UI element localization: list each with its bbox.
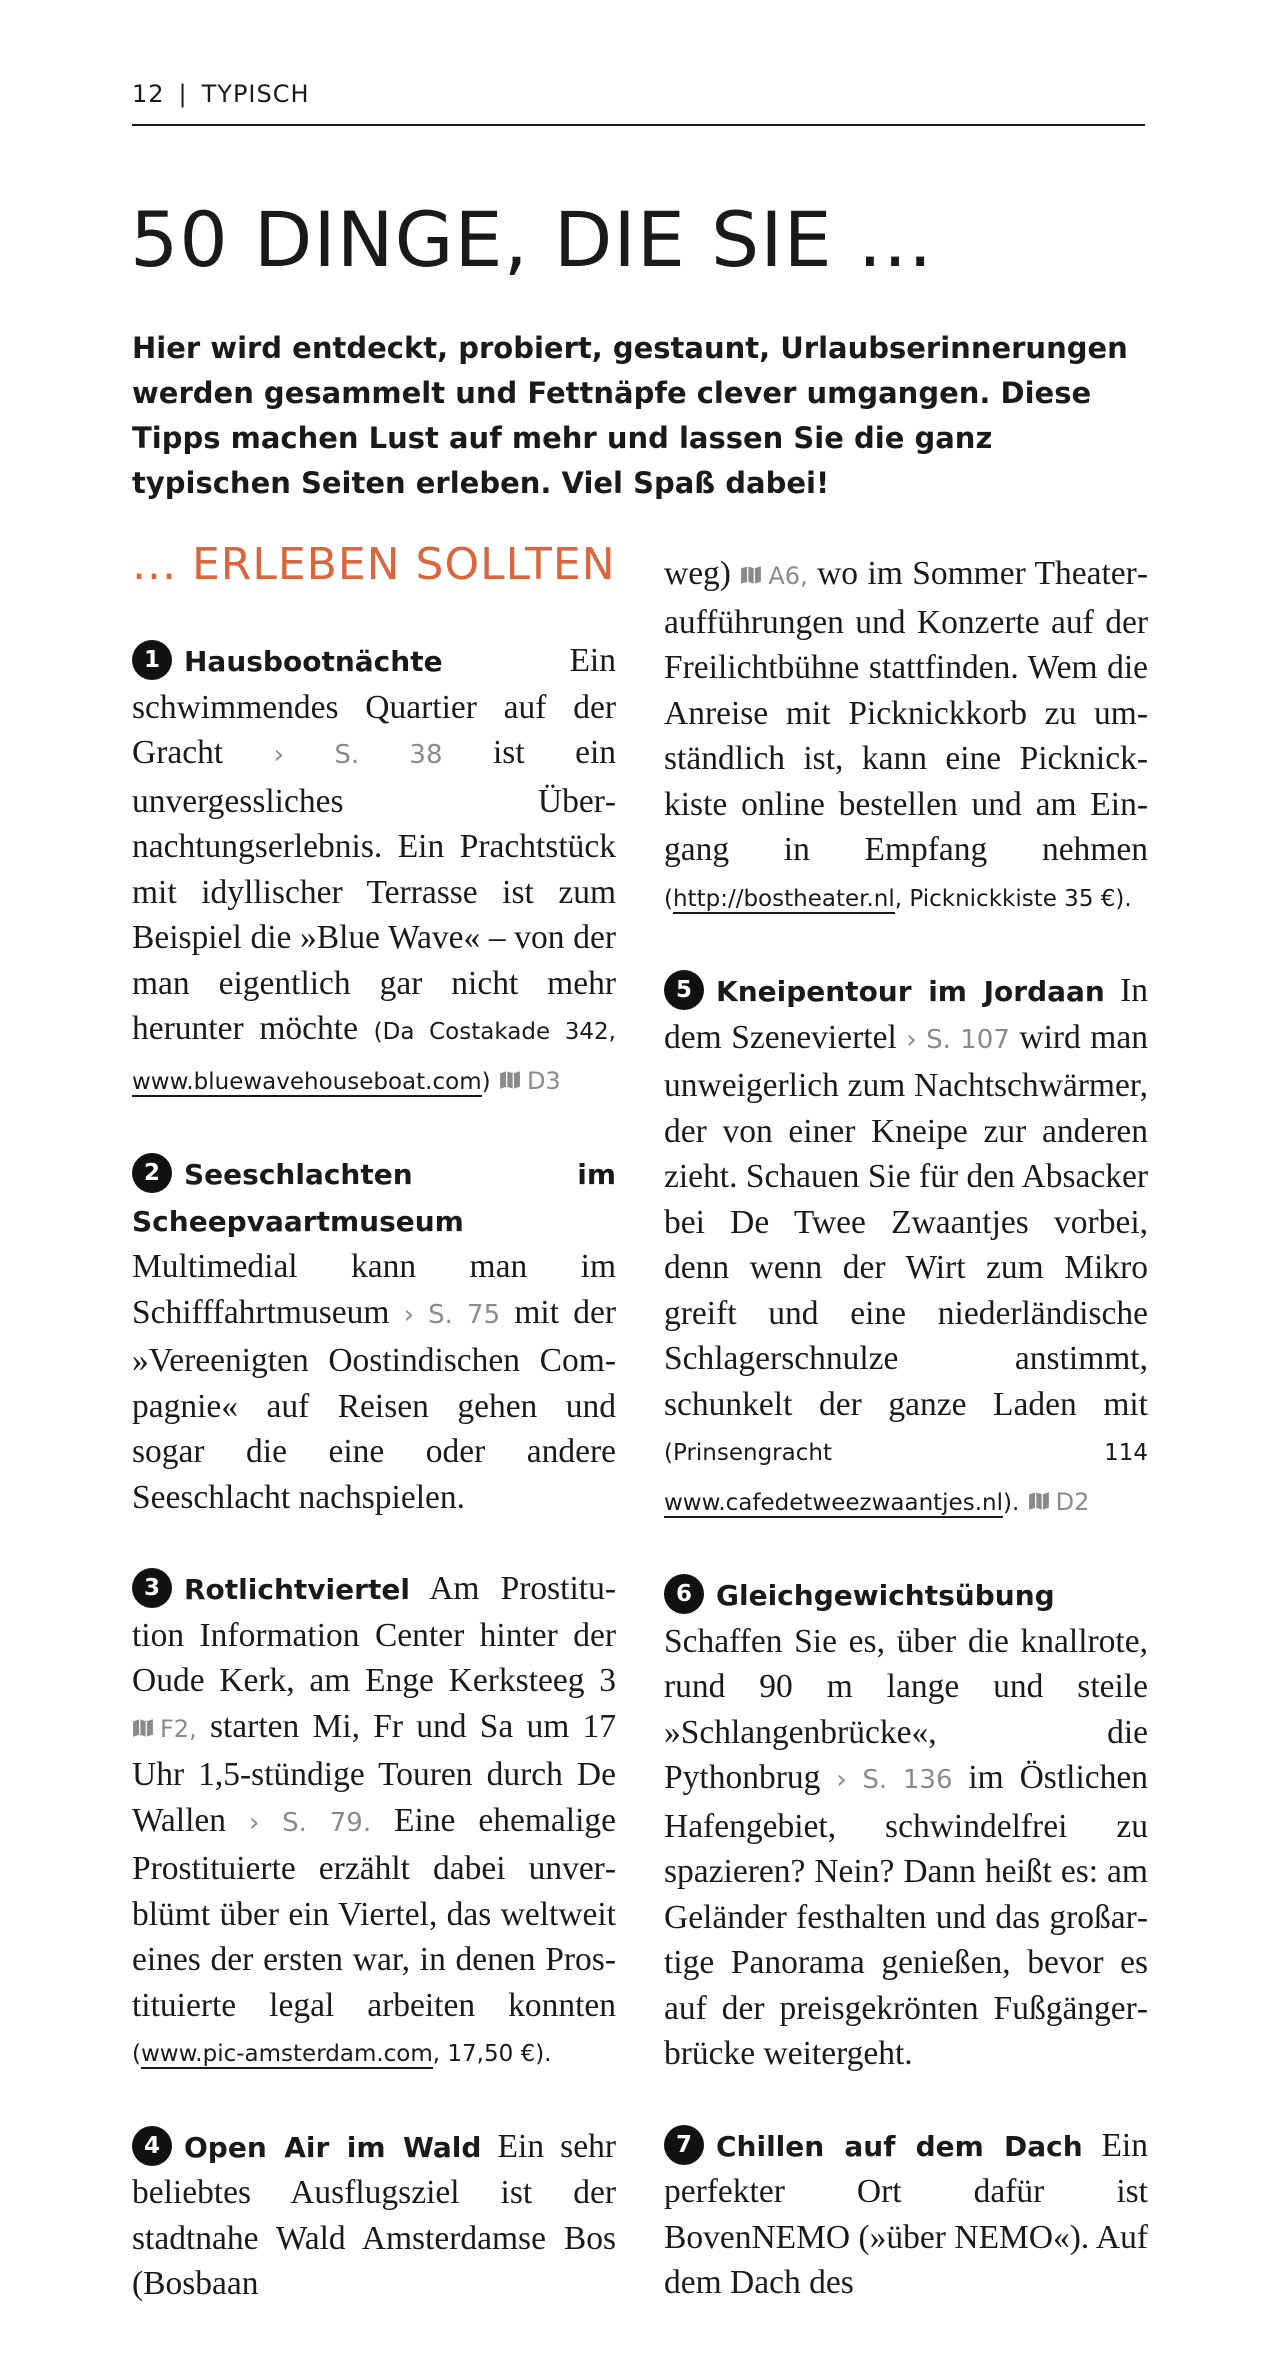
map-code: D3 — [526, 1066, 561, 1095]
map-icon — [1028, 1490, 1050, 1512]
item-text: wird man unweigerlich zum Nachtschwärmer, der von einer Kneipe zur anderen zieht. Schauen Sie für den Absacker bei De Twee Zwaantjes vorbei, denn wenn der Wirt zum Mikro greift und eine niederländische Schlagerschnulze anstimmt, schunkelt der ganze Laden mit — [664, 1018, 1148, 1423]
list-item-6 — [664, 1572, 1148, 2077]
info-text: ( — [664, 885, 673, 912]
item-text: mit der »Vereenigten Oostindischen Compagnie« auf Reisen gehen und sogar die eine oder andere Seeschlacht nachspielen. — [132, 1293, 616, 1516]
item-text: im Östlichen Hafengebiet, schwindelfrei zu spazieren? Nein? Dann heißt es: am Geländer festhalten und das großartige Panorama genießen, bevor es auf der preisgekrönten Fußgängerbrücke weitergeht. — [664, 1759, 1148, 2072]
info-text: (Prinsengracht 114 — [664, 1440, 1148, 1466]
map-code: D2 — [1055, 1487, 1090, 1516]
item-number-badge: 2 — [132, 1153, 172, 1193]
list-item-5 — [664, 968, 1148, 1526]
item-text: Schaffen Sie es, über die knallrote, rund 90 m lange und steile »Schlangenbrücke«, die Pythonbrug — [664, 1622, 1148, 1796]
right-column — [664, 551, 1148, 2352]
info-text: ( — [132, 2041, 141, 2067]
page-header — [132, 80, 1145, 126]
item-info — [664, 886, 1132, 914]
page-reference: › S. 79. — [248, 1807, 372, 1838]
website-link[interactable]: www.cafedetweezwaantjes.nl — [664, 1489, 1003, 1516]
page-reference: › S. 136 — [836, 1765, 953, 1795]
intro-paragraph: Hier wird entdeckt, probiert, gestaunt, Urlaubserinnerungen werden gesammelt und Fettnäpfe clever umgangen. Diese Tipps machen Lust auf mehr und lassen Sie die ganz typischen Seiten erleben. Viel Spaß dabei! — [132, 331, 1128, 500]
list-item-4 — [132, 2124, 616, 2307]
map-icon — [499, 1069, 521, 1091]
map-icon — [132, 1717, 154, 1739]
item-title: Seeschlachten im Scheepvaartmuseum — [132, 1158, 616, 1238]
item-text: wo im Sommer Theateraufführungen und Konzerte auf der Freilichtbühne stattfinden. Wem die Anreise mit Picknickkorb zu umständlich ist, kann eine Picknickkiste online bestellen und am Eingang in Empfang nehmen — [664, 555, 1148, 868]
map-reference — [740, 562, 807, 590]
item-text: In dem Szeneviertel — [664, 972, 1148, 1056]
section-heading: ... ERLEBEN SOLLTEN — [132, 539, 616, 590]
item-title: Open Air im Wald — [184, 2130, 482, 2164]
page-title: 50 DINGE, DIE SIE ... — [130, 195, 934, 284]
item-text: Eine ehemalige Prostituierte erzählt dabei unverblümt über ein Viertel, das weltweit eines der ersten war, in denen Prostituierte legal arbeiten konnten — [132, 1801, 616, 2024]
item-text: ist ein unvergessliches Übernachtungserlebnis. Ein Prachtstück mit idyllischer Terrasse ist zum Beispiel die »Blue Wave« – von der man eigentlich gar nicht mehr herunter möchte — [132, 734, 617, 1047]
item-text: weg) — [664, 555, 741, 592]
item-number-badge: 7 — [664, 2125, 704, 2165]
website-link[interactable]: www.pic-amsterdam.com — [140, 2041, 433, 2067]
map-reference — [132, 1715, 197, 1743]
website-link[interactable]: www.bluewavehouseboat.com — [132, 1068, 482, 1095]
list-item-7 — [664, 2123, 1148, 2306]
map-code: A6, — [768, 562, 808, 590]
info-text: ). — [1002, 1489, 1020, 1516]
item-number-badge: 6 — [664, 1574, 704, 1614]
item-number-badge: 4 — [132, 2126, 172, 2166]
item-title: Chillen auf dem Dach — [716, 2129, 1083, 2163]
list-item-3 — [132, 1566, 616, 2078]
item-text: Am Prostitution Information Center hinter der Oude Kerk, am Enge Kerksteeg 3 — [132, 1570, 616, 1699]
item-text: Ein schwimmendes Quartier auf der Gracht — [132, 642, 616, 771]
left-column — [132, 540, 616, 2353]
item-number-badge: 5 — [664, 970, 704, 1010]
item-number-badge: 1 — [132, 640, 172, 680]
page-reference: › S. 75 — [403, 1299, 501, 1330]
map-reference — [1028, 1488, 1090, 1516]
item-text: starten Mi, Fr und Sa um 17 Uhr 1,5-stündige Touren durch De Wallen — [132, 1707, 616, 1839]
item-title: Rotlichtviertel — [184, 1573, 410, 1606]
website-link[interactable]: http://bostheater.nl — [672, 885, 895, 912]
list-item-2 — [132, 1151, 616, 1520]
info-text: , Picknickkiste 35 €). — [894, 885, 1132, 912]
item-number-badge: 3 — [132, 1568, 172, 1608]
info-text: (Da Costakade 342, — [373, 1019, 616, 1045]
info-text: , 17,50 €). — [432, 2041, 552, 2067]
item-title: Kneipentour im Jordaan — [716, 975, 1105, 1008]
item-title: Hausbootnächte — [184, 645, 443, 678]
list-item-4-continued — [664, 551, 1148, 922]
info-text: ) — [481, 1068, 491, 1095]
page-reference: › S. 38 — [273, 740, 443, 770]
list-item-1 — [132, 638, 616, 1105]
map-code: F2, — [160, 1714, 197, 1743]
item-text: Ein sehr beliebtes Ausflugsziel ist der stadtnahe Wald Amsterdamse Bos (Bosbaan — [132, 2127, 616, 2302]
page-reference: › S. 107 — [906, 1024, 1010, 1055]
map-reference — [499, 1067, 561, 1095]
item-title: Gleichgewichtsübung — [716, 1579, 1055, 1612]
running-section-title: TYPISCH — [201, 80, 310, 108]
item-info — [132, 2041, 552, 2069]
item-text: Ein perfekter Ort dafür ist BovenNEMO (»über NEMO«). Auf dem Dach des — [664, 2126, 1148, 2301]
item-text: Multimedial kann man im Schifffahrtmuseum — [132, 1248, 616, 1331]
header-separator: | — [178, 80, 188, 108]
page-number: 12 — [132, 80, 165, 108]
map-icon — [740, 564, 762, 586]
